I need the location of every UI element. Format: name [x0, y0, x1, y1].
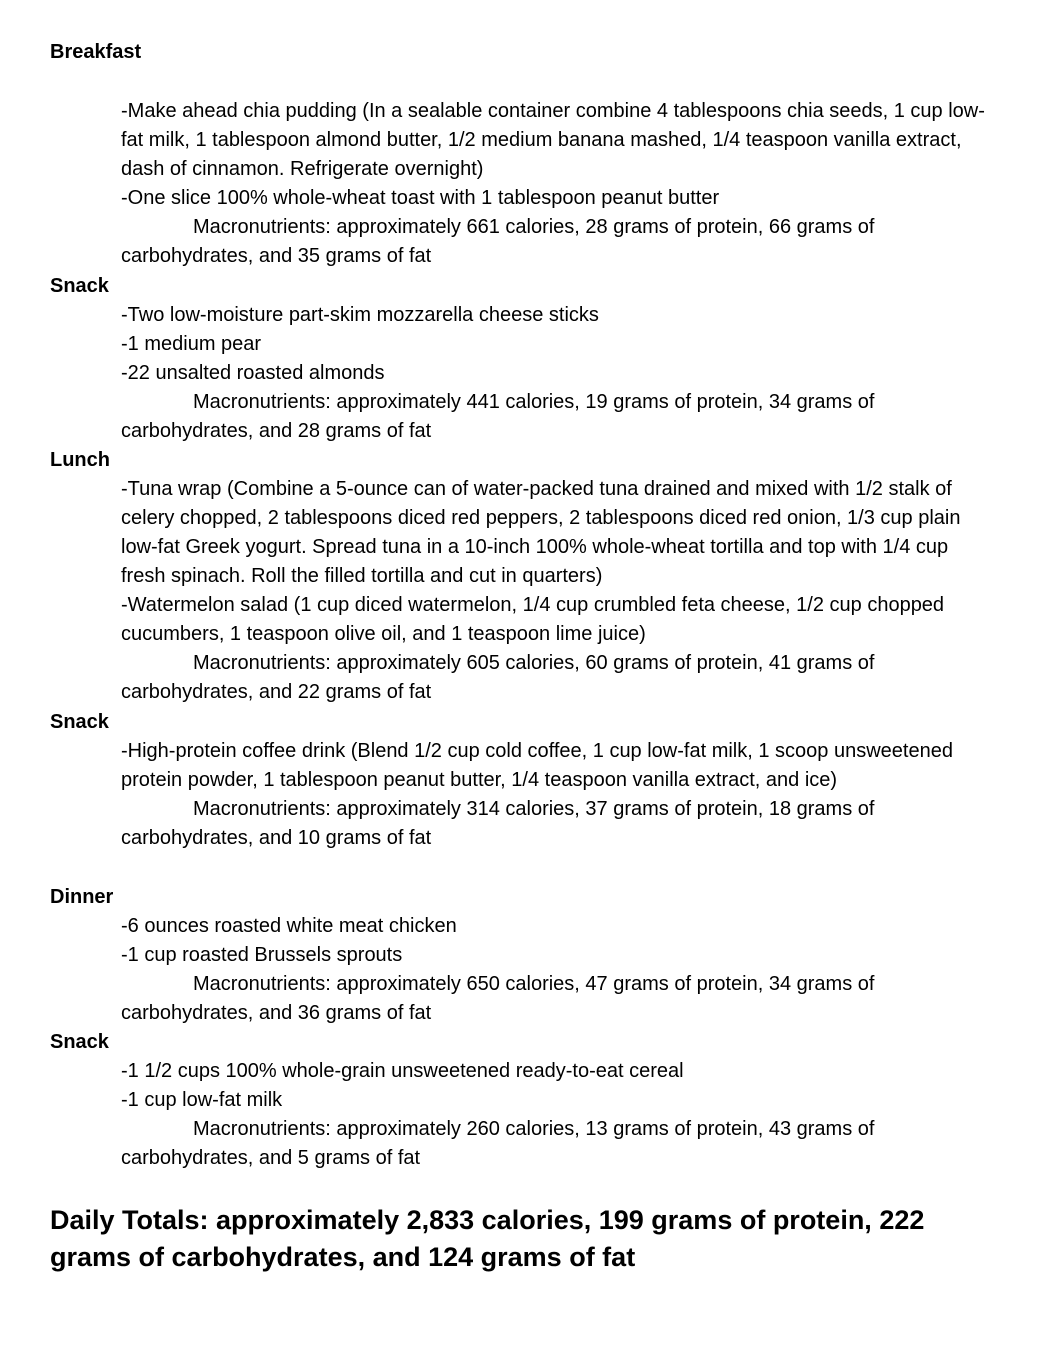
list-item: -Tuna wrap (Combine a 5-ounce can of water-packed tuna drained and mixed with 1/2 stalk of celery chopped, 2 tablespoons diced red peppers, 2 tablespoons diced red onion, 1/3 cup plain low-fat Greek yogurt. Spread tuna in a 10-inch 100% whole-wheat tortilla and top with 1/4 cup fresh spinach. Roll the filled tortilla and cut in quarters): [121, 478, 961, 587]
macronutrients-text: Macronutrients: approximately 260 calories, 13 grams of protein, 43 grams of carbohydrates, and 5 grams of fat: [121, 1118, 875, 1169]
macronutrients-text: Macronutrients: approximately 650 calories, 47 grams of protein, 34 grams of carbohydrates, and 36 grams of fat: [121, 973, 875, 1024]
section-heading-snack-1: Snack: [50, 275, 109, 297]
section-heading-breakfast: Breakfast: [50, 41, 142, 63]
section-heading-dinner: Dinner: [50, 886, 114, 908]
section-body-dinner: [121, 912, 987, 1028]
macronutrients-text: Macronutrients: approximately 441 calories, 19 grams of protein, 34 grams of carbohydrates, and 28 grams of fat: [121, 391, 875, 442]
list-item: -1 medium pear: [121, 333, 262, 355]
list-item: -One slice 100% whole-wheat toast with 1 tablespoon peanut butter: [121, 187, 720, 209]
list-item: -1 cup low-fat milk: [121, 1089, 283, 1111]
list-item: -Watermelon salad (1 cup diced watermelon, 1/4 cup crumbled feta cheese, 1/2 cup chopped cucumbers, 1 teaspoon olive oil, and 1 teaspoon lime juice): [121, 594, 945, 645]
list-item: -High-protein coffee drink (Blend 1/2 cup cold coffee, 1 cup low-fat milk, 1 scoop unsweetened protein powder, 1 tablespoon peanut butter, 1/4 teaspoon vanilla extract, and ice): [121, 740, 953, 791]
macronutrients-text: Macronutrients: approximately 314 calories, 37 grams of protein, 18 grams of carbohydrates, and 10 grams of fat: [121, 798, 875, 849]
section-body-lunch: [121, 475, 987, 707]
list-item: -22 unsalted roasted almonds: [121, 362, 385, 384]
macronutrients-text: Macronutrients: approximately 661 calories, 28 grams of protein, 66 grams of carbohydrates, and 35 grams of fat: [121, 216, 875, 267]
list-item: -Two low-moisture part-skim mozzarella cheese sticks: [121, 304, 599, 326]
section-body-breakfast: [121, 97, 987, 271]
daily-totals-heading: Daily Totals: approximately 2,833 calories, 199 grams of protein, 222 grams of carbohydrates, and 124 grams of fat: [50, 1205, 925, 1272]
section-heading-snack-2: Snack: [50, 711, 109, 733]
section-body-snack-3: [121, 1057, 987, 1173]
list-item: -1 1/2 cups 100% whole-grain unsweetened ready-to-eat cereal: [121, 1060, 684, 1082]
list-item: -6 ounces roasted white meat chicken: [121, 915, 457, 937]
section-body-snack-2: [121, 737, 987, 853]
list-item: -Make ahead chia pudding (In a sealable container combine 4 tablespoons chia seeds, 1 cup low-fat milk, 1 tablespoon almond butter, 1/2 medium banana mashed, 1/4 teaspoon vanilla extract, dash of cinnamon. Refrigerate overnight): [121, 100, 985, 180]
list-item: -1 cup roasted Brussels sprouts: [121, 944, 403, 966]
section-heading-lunch: Lunch: [50, 449, 110, 471]
macronutrients-text: Macronutrients: approximately 605 calories, 60 grams of protein, 41 grams of carbohydrates, and 22 grams of fat: [121, 652, 875, 703]
section-heading-snack-3: Snack: [50, 1031, 109, 1053]
section-body-snack-1: [121, 301, 987, 446]
